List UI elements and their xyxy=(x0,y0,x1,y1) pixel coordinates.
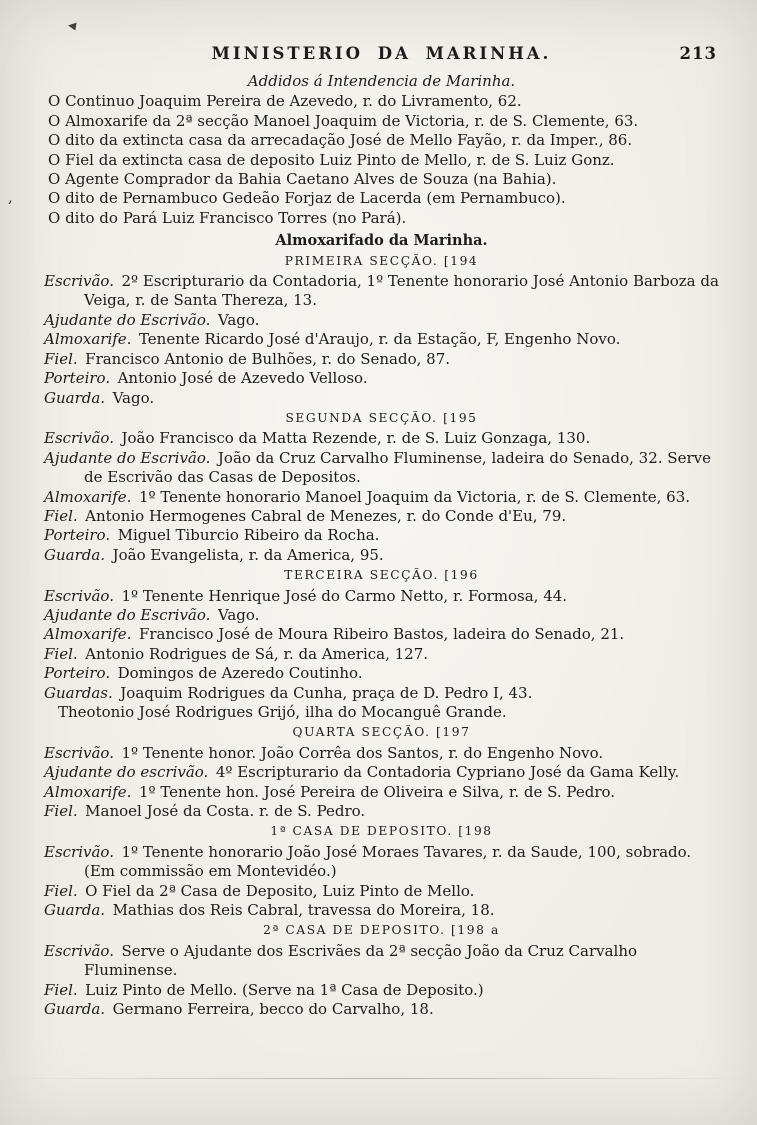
entry-role-label: Porteiro. xyxy=(44,369,111,388)
entry-text: Vago. xyxy=(217,310,260,329)
entry-line xyxy=(44,664,719,683)
entry-line xyxy=(44,330,719,349)
intro-line: O dito da extincta casa da arrecadação José de Mello Fayão, r. da Imper., 86. xyxy=(48,131,633,150)
entry-role-label: Escrivão. xyxy=(44,586,114,605)
entry-text: 1º Tenente honorario João José Moraes Tavares, r. da Saude, 100, sobrado. (Em commissão em Montevidéo.) xyxy=(84,842,692,881)
entry-role-label: Porteiro. xyxy=(44,664,111,683)
page-header xyxy=(44,44,719,68)
document-subtitle: Addidos á Intendencia de Marinha. xyxy=(247,72,516,90)
entry-line xyxy=(44,684,719,703)
entry-text: 4º Escripturario da Contadoria Cypriano José da Gama Kelly. xyxy=(215,763,680,782)
entry-text: 1º Tenente honor. João Corrêa dos Santos, r. do Engenho Novo. xyxy=(121,743,604,762)
entry-role-label: Escrivão. xyxy=(44,941,114,960)
entry-line xyxy=(44,369,719,388)
section-group-title: Almoxarifado da Marinha. xyxy=(275,232,488,250)
entry-text: Antonio José de Azevedo Velloso. xyxy=(117,369,368,388)
entry-role-label: Almoxarife. xyxy=(44,782,132,801)
entry-text: Manoel José da Costa. r. de S. Pedro. xyxy=(85,802,366,821)
entry-text: 1º Tenente Henrique José do Carmo Netto, r. Formosa, 44. xyxy=(121,586,568,605)
entry-role-label: Escrivão. xyxy=(44,429,114,448)
running-title: MINISTERIO DA MARINHA. xyxy=(211,44,552,63)
entry-role-label: Fiel. xyxy=(44,881,78,900)
entry-line xyxy=(44,488,719,507)
intro-line: O Fiel da extincta casa de deposito Luiz Pinto de Mello, r. de S. Luiz Gonz. xyxy=(48,150,615,169)
entry-line xyxy=(44,625,719,644)
entry-text: João da Cruz Carvalho Fluminense, ladeira do Senado, 32. Serve de Escrivão das Casas de Depositos. xyxy=(84,448,711,487)
section-heading: 2ª CASA DE DEPOSITO. [198 a xyxy=(263,923,500,938)
entry-role-label: Ajudante do Escrivão. xyxy=(44,605,211,624)
section-heading: 1ª CASA DE DEPOSITO. [198 xyxy=(270,824,493,839)
entry-line xyxy=(44,546,719,565)
entry-text: Vago. xyxy=(217,605,260,624)
intro-line: O dito de Pernambuco Gedeão Forjaz de Lacerda (em Pernambuco). xyxy=(48,189,566,208)
entry-line xyxy=(44,429,719,448)
entry-line xyxy=(44,942,719,981)
entry-line xyxy=(44,843,719,882)
entry-text: Tenente Ricardo José d'Araujo, r. da Estação, F, Engenho Novo. xyxy=(138,330,621,349)
entry-line xyxy=(44,526,719,545)
entry-text: Francisco José de Moura Ribeiro Bastos, ladeira do Senado, 21. xyxy=(138,625,625,644)
intro-line: O Almoxarife da 2ª secção Manoel Joaquim de Victoria, r. de S. Clemente, 63. xyxy=(48,111,639,130)
entry-line xyxy=(44,645,719,664)
entry-text: Domingos de Azeredo Coutinho. xyxy=(117,664,363,683)
entry-role-label: Escrivão. xyxy=(44,743,114,762)
entry-role-label: Guarda. xyxy=(44,545,106,564)
section-heading: TERCEIRA SECÇÃO. [196 xyxy=(284,568,479,583)
entry-role-label: Escrivão. xyxy=(44,272,114,291)
entry-role-label: Escrivão. xyxy=(44,842,114,861)
entry-text: Theotonio José Rodrigues Grijó, ilha do Mocanguê Grande. xyxy=(58,703,507,721)
ink-blot-mark-icon xyxy=(67,21,76,30)
entry-role-label: Guardas. xyxy=(44,683,113,702)
entry-line xyxy=(44,350,719,369)
entry-text: Antonio Hermogenes Cabral de Menezes, r. do Conde d'Eu, 79. xyxy=(85,506,567,525)
entry-role-label: Almoxarife. xyxy=(44,625,132,644)
entry-line xyxy=(44,1000,719,1019)
entry-line xyxy=(44,744,719,763)
entry-role-label: Fiel. xyxy=(44,506,78,525)
entry-role-label: Almoxarife. xyxy=(44,330,132,349)
entry-text: O Fiel da 2ª Casa de Deposito, Luiz Pinto de Mello. xyxy=(85,881,475,900)
entry-role-label: Fiel. xyxy=(44,644,78,663)
intro-line: O Agente Comprador da Bahia Caetano Alves de Souza (na Bahia). xyxy=(48,170,557,189)
entry-line xyxy=(44,703,719,722)
entry-line xyxy=(44,882,719,901)
entry-text: Joaquim Rodrigues da Cunha, praça de D. Pedro I, 43. xyxy=(120,683,533,702)
entry-role-label: Guarda. xyxy=(44,388,106,407)
entry-role-label: Ajudante do Escrivão. xyxy=(44,448,211,467)
entry-line xyxy=(44,587,719,606)
entry-text: 1º Tenente hon. José Pereira de Oliveira e Silva, r. de S. Pedro. xyxy=(138,782,616,801)
section-heading: PRIMEIRA SECÇÃO. [194 xyxy=(284,253,479,268)
entry-text: Luiz Pinto de Mello. (Serve na 1ª Casa de Deposito.) xyxy=(85,980,484,999)
entry-role-label: Guarda. xyxy=(44,1000,106,1019)
intro-line: O dito do Pará Luiz Francisco Torres (no Pará). xyxy=(48,208,407,227)
entry-role-label: Fiel. xyxy=(44,980,78,999)
entry-line xyxy=(44,311,719,330)
entry-line xyxy=(44,272,719,311)
scan-fold-line xyxy=(6,1078,751,1079)
entry-line xyxy=(44,763,719,782)
margin-artifact-mark: , xyxy=(8,188,13,206)
entry-line xyxy=(44,606,719,625)
entry-role-label: Porteiro. xyxy=(44,526,111,545)
entry-role-label: Ajudante do escrivão. xyxy=(44,763,209,782)
section-heading: QUARTA SECÇÃO. [197 xyxy=(292,725,471,740)
entry-text: João Evangelista, r. da America, 95. xyxy=(112,545,384,564)
entry-text: Francisco Antonio de Bulhões, r. do Senado, 87. xyxy=(85,349,451,368)
entry-role-label: Fiel. xyxy=(44,802,78,821)
sections xyxy=(44,252,719,1020)
entry-text: Mathias dos Reis Cabral, travessa do Moreira, 18. xyxy=(112,901,495,920)
entry-text: Antonio Rodrigues de Sá, r. da America, 127. xyxy=(85,644,429,663)
entry-text: Serve o Ajudante dos Escrivães da 2ª secção João da Cruz Carvalho Fluminense. xyxy=(84,941,638,980)
entry-role-label: Fiel. xyxy=(44,349,78,368)
entry-role-label: Almoxarife. xyxy=(44,487,132,506)
entry-text: Miguel Tiburcio Ribeiro da Rocha. xyxy=(117,526,380,545)
entry-text: 1º Tenente honorario Manoel Joaquim da Victoria, r. de S. Clemente, 63. xyxy=(138,487,691,506)
entry-line xyxy=(44,507,719,526)
entry-text: João Francisco da Matta Rezende, r. de S. Luiz Gonzaga, 130. xyxy=(121,429,591,448)
entry-text: Germano Ferreira, becco do Carvalho, 18. xyxy=(112,1000,434,1019)
entry-line xyxy=(44,783,719,802)
entry-line xyxy=(44,901,719,920)
entry-text: 2º Escripturario da Contadoria, 1º Tenente honorario José Antonio Barboza da Veiga, r. de Santa Thereza, 13. xyxy=(84,272,719,310)
entry-line xyxy=(44,389,719,408)
entry-role-label: Ajudante do Escrivão. xyxy=(44,310,211,329)
section-heading: SEGUNDA SECÇÃO. [195 xyxy=(285,410,478,425)
entry-role-label: Guarda. xyxy=(44,901,106,920)
intro-list xyxy=(44,92,719,228)
entry-text: Vago. xyxy=(112,388,155,407)
entry-line xyxy=(44,981,719,1000)
intro-line: O Continuo Joaquim Pereira de Azevedo, r. do Livramento, 62. xyxy=(48,92,522,111)
page-number: 213 xyxy=(679,44,717,63)
entry-line xyxy=(44,802,719,821)
entry-line xyxy=(44,449,719,488)
